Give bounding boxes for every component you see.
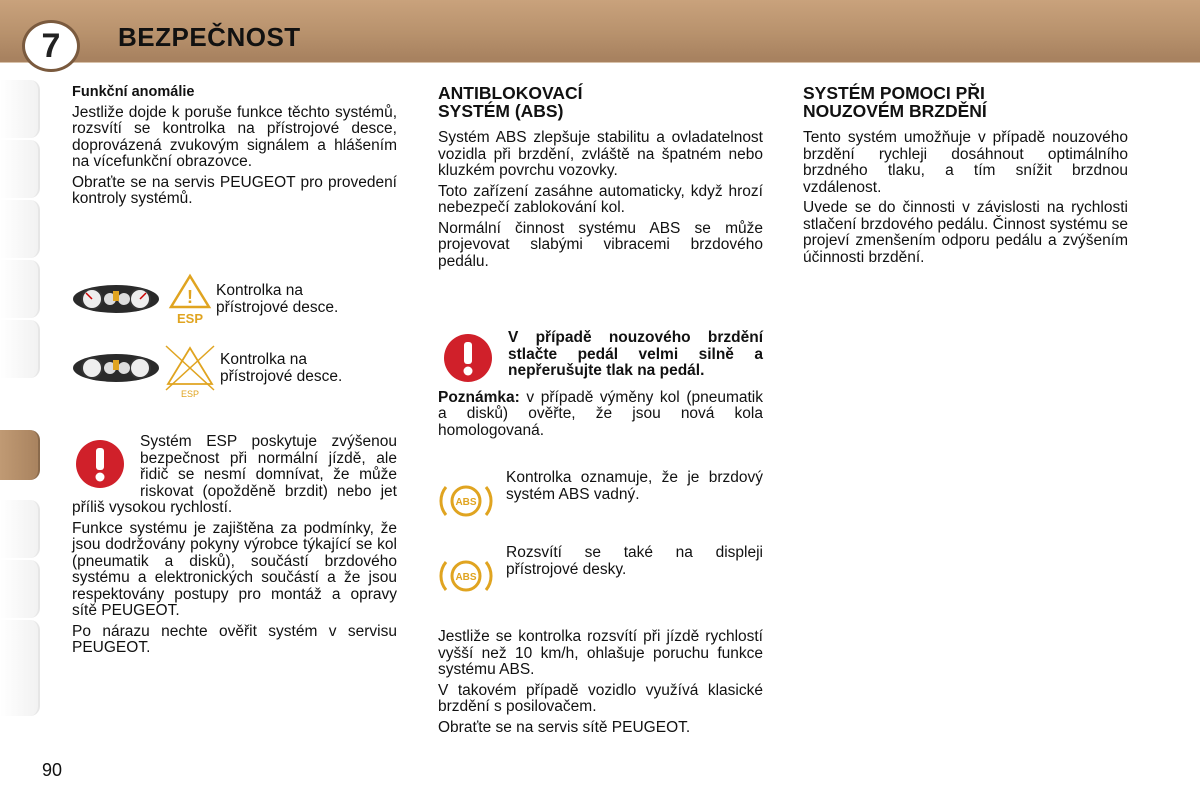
abs-display-text: Rozsvítí se také na displeji přístrojové desky. (506, 544, 763, 578)
instrument-cluster-icon (72, 342, 160, 382)
note-text: v případě výměny kol (pneumatik a disků) ověřte, že jsou nová kola homologovaná. (438, 388, 763, 439)
indicator-row (72, 273, 338, 327)
paragraph: Jestliže dojde k poruše funkce těchto systémů, rozsvítí se kontrolka na přístrojové desce, doprovázená zvukovým signálem a hlášením na vícefunkční obrazovce. (72, 103, 397, 170)
side-tab[interactable] (0, 620, 40, 716)
esp-off-icon (162, 342, 218, 400)
left-column-top (72, 84, 397, 212)
label-line: Kontrolka na (220, 351, 308, 368)
label-line: přístrojové desce. (220, 367, 343, 385)
label-line: přístrojové desce. (216, 298, 339, 316)
side-tab[interactable] (0, 500, 40, 558)
svg-text:!: ! (187, 287, 193, 307)
svg-text:ABS: ABS (455, 572, 477, 583)
paragraph: Po nárazu nechte ověřit systém v servisu PEUGEOT. (72, 622, 397, 656)
abs-indicator-block (438, 470, 763, 528)
abs-indicator-icon (438, 553, 494, 599)
heading-line: SYSTÉM POMOCI PŘI (803, 83, 985, 103)
svg-text:ABS: ABS (455, 497, 477, 508)
chapter-number: 7 (41, 26, 61, 65)
paragraph: Funkce systému je zajištěna za podmínky, že jsou dodržovány pokyny výrobce týkající se kol (pneumatik a disků), součástí brzdového systému a elektronických součástí a že jsou respektovány postupy pro montáž a opravy sítě PEUGEOT. (72, 519, 397, 619)
indicator-label (220, 352, 342, 385)
side-chapter-tabs (0, 80, 40, 720)
paragraph: Obraťte se na servis PEUGEOT pro provedení kontroly systémů. (72, 173, 397, 207)
page-number: 90 (42, 760, 63, 780)
right-column (803, 84, 1128, 270)
paragraph: Obraťte se na servis sítě PEUGEOT. (438, 718, 691, 736)
svg-text:ESP: ESP (180, 389, 200, 399)
side-tab-active[interactable] (0, 430, 40, 480)
indicator-label (216, 283, 338, 316)
middle-column-top (438, 84, 763, 274)
svg-text:ESP: ESP (176, 311, 204, 326)
side-tab[interactable] (0, 140, 40, 198)
note (438, 390, 763, 440)
label-line: Kontrolka na (216, 282, 304, 299)
paragraph: Toto zařízení zasáhne automaticky, když hrozí nebezpečí zablokování kol. (438, 182, 763, 216)
heading-line: SYSTÉM (ABS) (438, 101, 564, 121)
heading-line: NOUZOVÉM BRZDĚNÍ (803, 101, 987, 121)
side-tab[interactable] (0, 260, 40, 318)
left-column-bottom (72, 434, 397, 661)
esp-warning-icon (168, 273, 212, 327)
abs-indicator-icon (438, 478, 494, 524)
paragraph: Jestliže se kontrolka rozsvítí při jízdě rychlostí vyšší než 10 km/h, ohlašuje poruchu funkce systému ABS. (438, 628, 763, 678)
paragraph: V takovém případě vozidlo využívá klasické brzdění s posilovačem. (438, 681, 763, 715)
instrument-cluster-icon (72, 273, 160, 313)
emergency-braking-warning: V případě nouzového brzdění stlačte pedál velmi silně a nepřerušujte tlak na pedál. (508, 329, 763, 379)
section-heading: Funkční anomálie (72, 84, 195, 100)
chapter-title: BEZPEČNOST (118, 22, 301, 52)
paragraph: Normální činnost systému ABS se může projevovat slabými vibracemi brzdového pedálu. (438, 219, 763, 270)
side-tab[interactable] (0, 320, 40, 378)
abs-indicator-text: Kontrolka oznamuje, že je brzdový systém ABS vadný. (506, 469, 763, 503)
warning-icon (442, 332, 494, 384)
abs-display-block (438, 545, 763, 603)
paragraph: Systém ABS zlepšuje stabilitu a ovladatelnost vozidla při brzdění, zvláště na špatném nebo kluzkém povrchu vozovky. (438, 129, 763, 179)
side-tab[interactable] (0, 80, 40, 138)
indicator-row (72, 342, 342, 400)
note-label: Poznámka: (438, 388, 520, 406)
section-heading (438, 84, 763, 120)
header-divider-light (0, 62, 1200, 63)
heading-line: ANTIBLOKOVACÍ (438, 83, 583, 103)
paragraph: Uvede se do činnosti v závislosti na rychlosti stlačení brzdového pedálu. Činnost systému se projeví zmenšením odporu pedálu a zvýšením účinnosti brzdění. (803, 199, 1128, 266)
section-heading (803, 84, 1128, 120)
warning-icon (74, 438, 126, 490)
side-tab[interactable] (0, 200, 40, 258)
middle-column-bottom (438, 629, 763, 740)
middle-warning-block (438, 330, 763, 443)
chapter-number-badge (22, 20, 80, 72)
esp-warning-text: Systém ESP poskytuje zvýšenou bezpečnost při normální jízdě, ale řidič se nesmí domnívat, že může riskovat (opožděně brzdit) nebo jet příliš vysokou rychlostí. (72, 433, 397, 516)
paragraph: Tento systém umožňuje v případě nouzového brzdění rychleji dosáhnout optimálního brzdného tlaku, a tím snížit brzdnou vzdálenost. (803, 129, 1128, 196)
side-tab[interactable] (0, 560, 40, 618)
